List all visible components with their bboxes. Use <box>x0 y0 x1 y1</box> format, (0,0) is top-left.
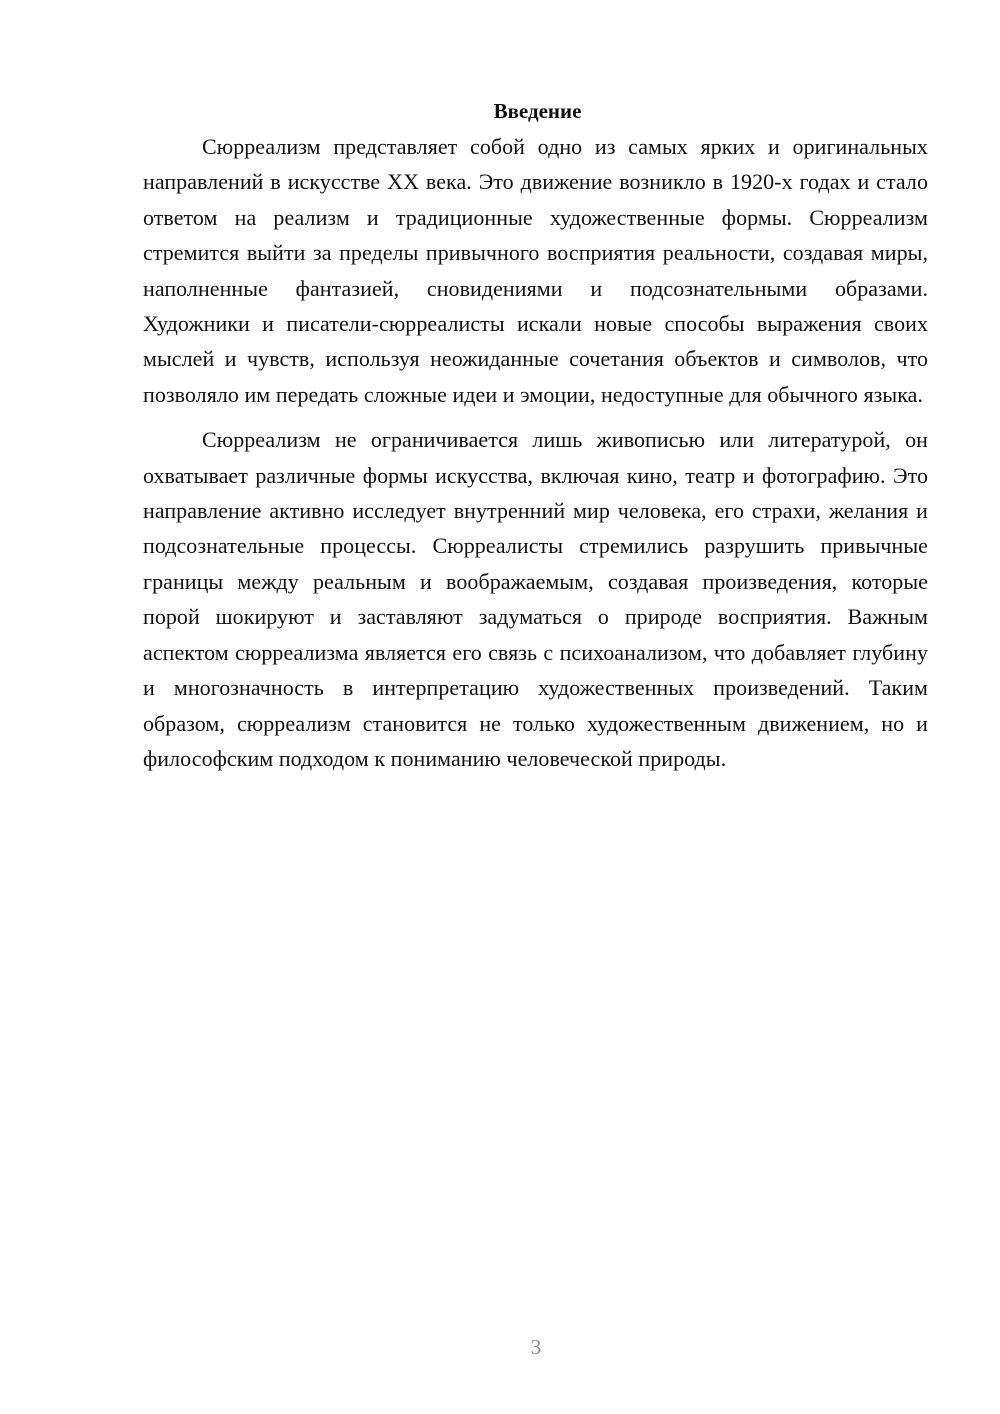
paragraph-1: Сюрреализм представляет собой одно из самых ярких и оригинальных направлений в искусстве XX века. Это движение возникло в 1920-х годах и стало ответом на реализм и традиционные художественные формы. Сюрреализм стремится выйти за пределы привычного восприятия реальности, создавая миры, наполненные фантазией, сновидениями и подсознательными образами. Художники и писатели-сюрреалисты искали новые способы выражения своих мыслей и чувств, используя неожиданные сочетания объектов и символов, что позволяло им передать сложные идеи и эмоции, недоступные для обычного языка. <box>143 134 928 407</box>
section-title: Введение <box>493 99 582 123</box>
document-body <box>143 94 928 776</box>
page-number: 3 <box>530 1335 542 1359</box>
paragraph-2: Сюрреализм не ограничивается лишь живописью или литературой, он охватывает различные формы искусства, включая кино, театр и фотографию. Это направление активно исследует внутренний мир человека, его страхи, желания и подсознательные процессы. Сюрреалисты стремились разрушить привычные границы между реальным и воображаемым, создавая произведения, которые порой шокируют и заставляют задуматься о природе восприятия. Важным аспектом сюрреализма является его связь с психоанализом, что добавляет глубину и многозначность в интерпретацию художественных произведений. Таким образом, сюрреализм становится не только художественным движением, но и философским подходом к пониманию человеческой природы. <box>143 427 928 771</box>
